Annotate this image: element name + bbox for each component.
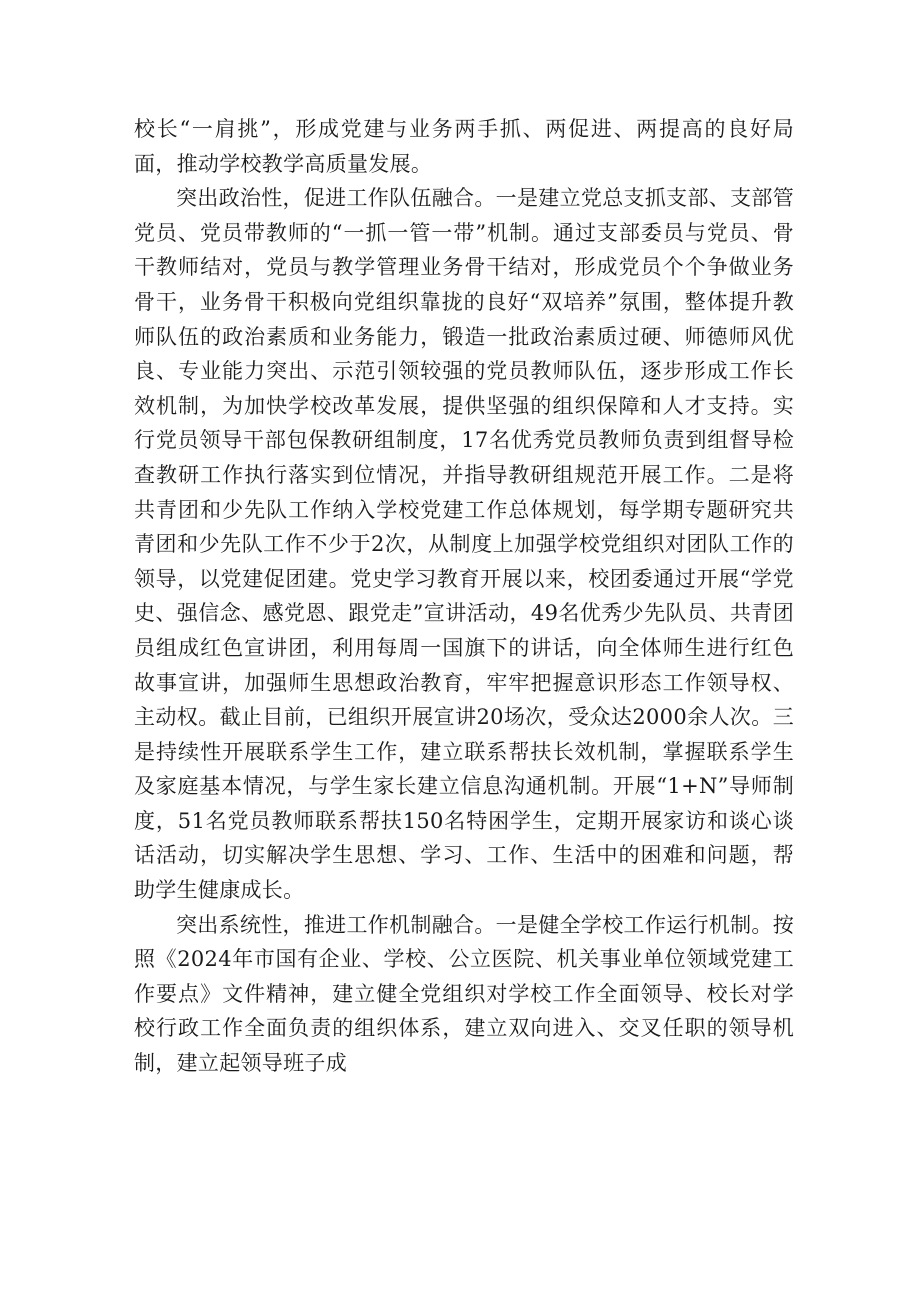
paragraph-3: 突出系统性，推进工作机制融合。一是健全学校工作运行机制。按照《2024年市国有企业、学校、公立医院、机关事业单位领域党建工作要点》文件精神，建立健全党组织对学校工作全面领导、校长对学校行政工作全面负责的组织体系，建立双向进入、交叉任职的领导机制，建立起领导班子成 [134,912,794,1076]
paragraph-1: 校长“一肩挑”，形成党建与业务两手抓、两促进、两提高的良好局面，推动学校教学高质量发展。 [134,117,794,176]
paragraph-2: 突出政治性，促进工作队伍融合。一是建立党总支抓支部、支部管党员、党员带教师的“一抓一管一带”机制。通过支部委员与党员、骨干教师结对，党员与教学管理业务骨干结对，形成党员个个争做业务骨干，业务骨干积极向党组织靠拢的良好“双培养”氛围，整体提升教师队伍的政治素质和业务能力，锻造一批政治素质过硬、师德师风优良、专业能力突出、示范引领较强的党员教师队伍，逐步形成工作长效机制，为加快学校改革发展，提供坚强的组织保障和人才支持。实行党员领导干部包保教研组制度，17名优秀党员教师负责到组督导检查教研工作执行落实到位情况，并指导教研组规范开展工作。二是将共青团和少先队工作纳入学校党建工作总体规划，每学期专题研究共青团和少先队工作不少于2次，从制度上加强学校党组织对团队工作的领导，以党建促团建。党史学习教育开展以来，校团委通过开展“学党史、强信念、感党恩、跟党走”宣讲活动，49名优秀少先队员、共青团员组成红色宣讲团，利用每周一国旗下的讲话，向全体师生进行红色故事宣讲，加强师生思想政治教育，牢牢把握意识形态工作领导权、主动权。截止目前，已组织开展宣讲20场次，受众达2000余人次。三是持续性开展联系学生工作，建立联系帮扶长效机制，掌握联系学生及家庭基本情况，与学生家长建立信息沟通机制。开展“1+N”导师制度，51名党员教师联系帮扶150名特困学生，定期开展家访和谈心谈话活动，切实解决学生思想、学习、工作、生活中的困难和问题，帮助学生健康成长。 [134,186,794,903]
document-body [134,112,794,1081]
